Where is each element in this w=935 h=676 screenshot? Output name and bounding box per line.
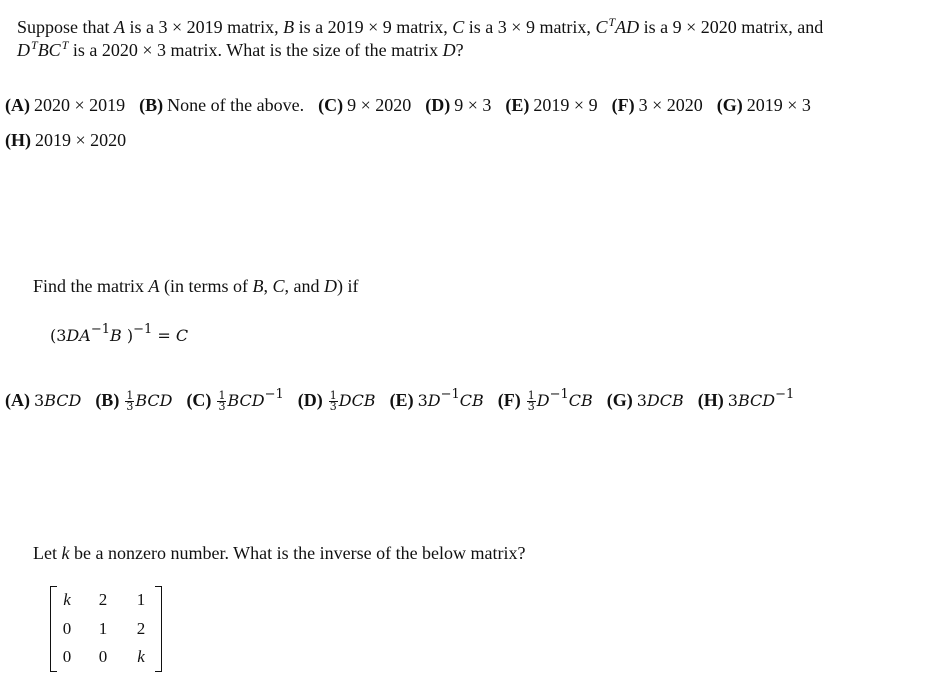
option-label: (F): [611, 95, 635, 115]
answer-option[interactable]: [5, 95, 125, 115]
equation-part: ): [121, 326, 134, 345]
fraction-one-third: [527, 391, 536, 412]
q1-text: is a 2019 × 9 matrix,: [294, 17, 453, 37]
matrix-product: BCD: [737, 391, 776, 410]
var-C: C: [175, 326, 189, 345]
fraction-denominator: 3: [329, 400, 337, 413]
fraction-one-third: [125, 391, 134, 412]
inverse-superscript: −1: [775, 387, 795, 402]
option-label: (E): [505, 95, 530, 115]
fraction-numerator: 1: [126, 389, 134, 402]
option-label: (C): [186, 390, 212, 410]
matrix-product: BCD: [227, 391, 265, 410]
option-label: (H): [5, 130, 31, 150]
inverse-superscript: −1: [264, 387, 284, 402]
inverse-superscript: −1: [549, 387, 569, 402]
matrix-product: BCD: [44, 391, 82, 410]
var-B: B: [283, 17, 295, 37]
q1-line2: [17, 39, 464, 63]
option-expression: [327, 389, 376, 413]
var-D: D: [324, 276, 337, 296]
inverse-superscript: −1: [90, 322, 110, 337]
var-DA: DA: [66, 326, 91, 345]
option-expression: [637, 391, 684, 410]
coefficient: 3: [636, 391, 647, 410]
matrix-product: BCD: [135, 391, 173, 410]
answer-option[interactable]: [318, 95, 411, 115]
option-expression: [727, 387, 795, 410]
matrix-cell: 0: [62, 619, 72, 638]
fraction-one-third: [217, 391, 226, 412]
fraction-denominator: 3: [218, 400, 226, 413]
q1-text: is a 9 × 2020 matrix, and: [639, 17, 824, 37]
fraction-numerator: 1: [527, 389, 535, 402]
var-C: C: [272, 276, 285, 296]
option-expression: [215, 387, 284, 413]
option-label: (H): [697, 390, 724, 410]
coefficient: 3: [34, 391, 45, 410]
answer-option[interactable]: [612, 95, 703, 115]
var-B: B: [252, 276, 264, 296]
var-A: A: [114, 17, 125, 37]
option-text: 9 × 3: [454, 95, 492, 115]
q2-text: (in terms of: [159, 276, 253, 296]
option-label: (F): [497, 390, 521, 410]
q1-text: Suppose that: [17, 17, 114, 37]
option-expression: [123, 389, 173, 413]
equation-part: =: [152, 326, 176, 345]
q2-text: ) if: [337, 276, 359, 296]
answer-option[interactable]: [425, 95, 491, 115]
option-label: (D): [425, 95, 451, 115]
transpose-superscript: T: [61, 38, 69, 52]
inverse-superscript: −1: [133, 322, 153, 337]
answer-option[interactable]: [497, 387, 593, 413]
option-text: 3 × 2020: [638, 95, 703, 115]
q2-equation: [50, 322, 189, 349]
option-label: (A): [5, 95, 30, 115]
answer-option[interactable]: [95, 389, 173, 413]
matrix-cell: 0: [98, 647, 108, 666]
q3-text: be a nonzero number. What is the inverse of the below matrix?: [69, 543, 526, 563]
answer-option[interactable]: [697, 387, 795, 410]
answer-option[interactable]: [389, 387, 484, 410]
fraction-one-third: [329, 391, 338, 412]
q1-options-row1: [5, 94, 811, 116]
var-B: B: [109, 326, 122, 345]
q3-prompt: [33, 542, 526, 564]
q1-text: is a 3 × 9 matrix,: [464, 17, 596, 37]
matrix-cell: 1: [98, 619, 108, 638]
matrix-cell: k: [63, 590, 71, 609]
option-text: 9 × 2020: [347, 95, 412, 115]
option-text: 2020 × 2019: [34, 95, 126, 115]
q3-text: Let: [33, 543, 62, 563]
answer-option[interactable]: [139, 95, 304, 115]
answer-option[interactable]: [297, 389, 376, 413]
var-BC: BC: [37, 40, 61, 60]
option-label: (E): [389, 390, 414, 410]
matrix-cell: k: [137, 647, 145, 666]
coefficient: 3: [417, 391, 428, 410]
equation-part: (3: [50, 326, 67, 345]
var-A: A: [148, 276, 160, 296]
q1-text: ?: [455, 40, 464, 60]
matrix-product: CB: [459, 391, 484, 410]
q2-text: ,: [263, 276, 273, 296]
fraction-numerator: 1: [329, 389, 337, 402]
option-label: (A): [5, 390, 30, 410]
option-text: 2019 × 9: [533, 95, 598, 115]
var-D: D: [17, 40, 30, 60]
var-D: D: [442, 40, 456, 60]
transpose-superscript: T: [608, 15, 616, 29]
fraction-numerator: 1: [218, 389, 226, 402]
fraction-denominator: 3: [126, 400, 134, 413]
option-label: (G): [716, 95, 743, 115]
matrix-product: D: [427, 391, 441, 410]
matrix-product: CB: [568, 391, 593, 410]
option-label: (D): [297, 390, 323, 410]
option-text: None of the above.: [167, 95, 305, 115]
matrix-cell: 1: [136, 590, 146, 609]
option-text: 2019 × 2020: [35, 130, 127, 150]
q2-prompt: [33, 275, 359, 297]
fraction-denominator: 3: [527, 400, 535, 413]
var-C: C: [452, 17, 465, 37]
var-C: C: [595, 17, 608, 37]
option-label: (C): [318, 95, 344, 115]
answer-option[interactable]: [5, 130, 126, 150]
q1-text: is a 3 × 2019 matrix,: [125, 17, 284, 37]
option-label: (G): [606, 390, 633, 410]
q2-text: , and: [284, 276, 324, 296]
var-AD: AD: [615, 17, 640, 37]
inverse-superscript: −1: [440, 387, 460, 402]
matrix: [50, 586, 162, 672]
q1-text: is a 2020 × 3 matrix. What is the size of the matrix: [68, 40, 443, 60]
answer-option[interactable]: [505, 95, 597, 115]
matrix-product: DCB: [338, 391, 376, 410]
matrix-cell: 0: [62, 647, 72, 666]
option-text: 2019 × 3: [746, 95, 811, 115]
q2-options: [5, 389, 794, 414]
answer-option[interactable]: [607, 390, 684, 410]
q2-text: Find the matrix: [33, 276, 149, 296]
answer-option[interactable]: [717, 95, 811, 115]
var-k: k: [61, 543, 70, 563]
transpose-superscript: T: [31, 38, 38, 52]
matrix-cell: 2: [98, 590, 108, 609]
option-expression: [417, 387, 484, 410]
option-label: (B): [95, 390, 120, 410]
option-expression: [525, 387, 593, 413]
matrix-product: D: [536, 391, 550, 410]
matrix-product: DCB: [646, 391, 684, 410]
option-expression: [34, 391, 81, 410]
option-label: (B): [139, 95, 164, 115]
matrix-cell: 2: [136, 619, 146, 638]
coefficient: 3: [727, 391, 738, 410]
right-bracket: [155, 586, 162, 672]
q1-line1: [17, 16, 823, 40]
q1-options-row2: [5, 129, 126, 151]
answer-option[interactable]: [5, 390, 81, 410]
answer-option[interactable]: [186, 387, 284, 413]
